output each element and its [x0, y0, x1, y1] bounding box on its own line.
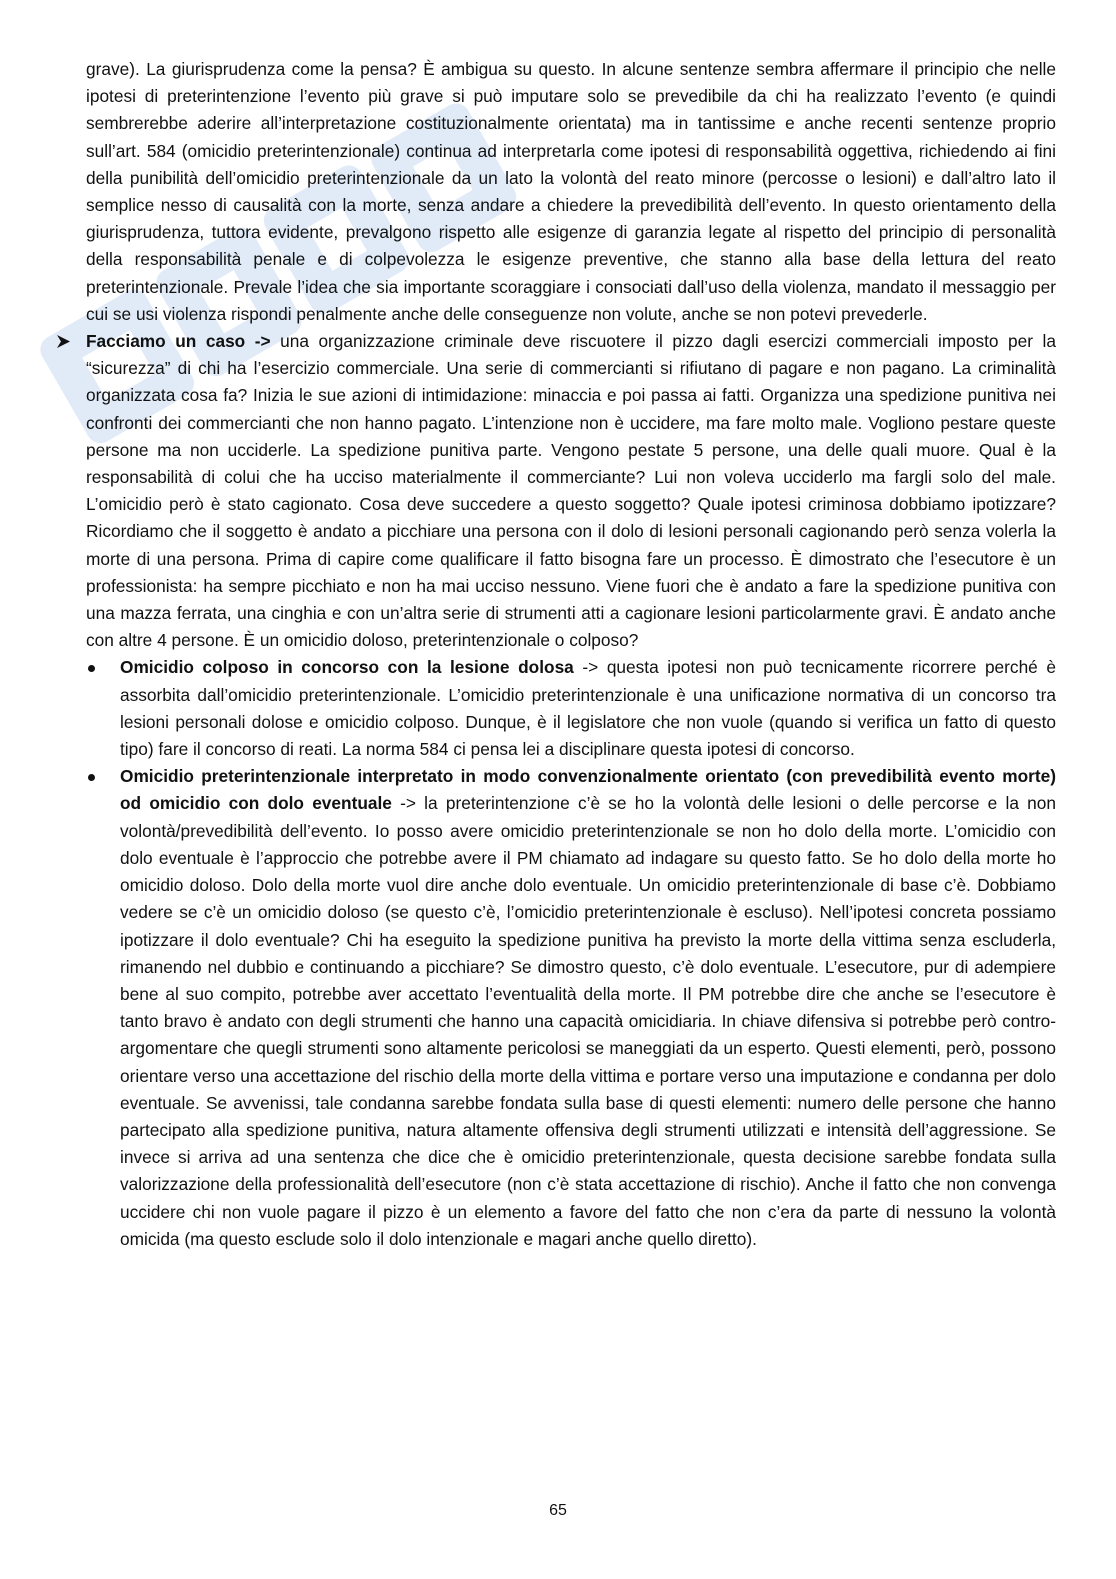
bullet-text: -> la preterintenzione c’è se ho la volontà delle lesioni o delle percorse e la non volontà/prevedibilità dell’evento. Io posso avere omicidio preterintenzionale se non ho dolo della morte. L’omicidio con dolo eventuale è l’approccio che potrebbe avere il PM chiamato ad indagare su questo fatto. Se ho dolo della morte ho omicidio doloso. Dolo della morte vuol dire anche dolo eventuale. Un omicidio preterintenzionale di base c’è. Dobbiamo vedere se c’è un omicidio doloso (se questo c’è, l’omicidio preterintenzionale è escluso). Nell’ipotesi concreta possiamo ipotizzare il dolo eventuale? Chi ha eseguito la spedizione punitiva ha previsto la morte della vittima senza escluderla, rimanendo nel dubbio e continuando a picchiare? Se dimostro questo, c’è dolo eventuale. L’esecutore, pur di adempiere bene al suo compito, potrebbe aver accettato l’eventualità della morte. Il PM potrebbe dire che anche se l’esecutore è tanto bravo è andato con degli strumenti che hanno una capacità omicidiaria. In chiave difensiva si potrebbe però contro-argomentare che quegli strumenti sono altamente pericolosi se maneggiati da un esperto. Questi elementi, però, possono orientare verso una accettazione del rischio della morte della vittima e portare verso una imputazione e condanna per dolo eventuale. Se avvenissi, tale condanna sarebbe fondata sulla base di questi elementi: numero delle persone che hanno partecipato alla spedizione punitiva, natura altamente offensiva degli strumenti utilizzati e intensità dell’aggressione. Se invece si arriva ad una sentenza che dice che è omicidio preterintenzionale, questa decisione sarebbe fondata sulla valorizzazione della professionalità dell’esecutore (non c’è stata accettazione di rischio). Anche il fatto che non convenga uccidere chi non vuole pagare il pizzo è un elemento a favore del fatto che non c’era da parte di nessuno la volontà omicida (ma questo esclude solo il dolo intenzionale e magari anche quello diretto).	[120, 793, 1056, 1249]
bullet-lead: Omicidio colposo in concorso con la lesione dolosa	[120, 657, 574, 678]
list-item	[86, 654, 1056, 763]
case-item	[86, 328, 1056, 654]
case-paragraph	[86, 328, 1056, 654]
bullet-dot-icon	[88, 665, 95, 672]
bullet-dot-icon	[88, 774, 95, 781]
bullet-list	[86, 654, 1056, 1252]
bullet-lead: Omicidio preterintenzionale interpretato in modo convenzionalmente orientato (con prevedibilità evento morte) od omicidio con dolo eventuale	[120, 766, 1056, 814]
document-body	[86, 56, 1056, 1253]
arrow-bullet-icon	[54, 328, 74, 355]
page-number: 65	[549, 1502, 567, 1519]
bullet-text: -> questa ipotesi non può tecnicamente ricorrere perché è assorbita dall’omicidio preterintenzionale. L’omicidio preterintenzionale è una unificazione normativa di un concorso tra lesioni personali dolose e omicidio colposo. Dunque, è il legislatore che non vuole (quando si verifica un fatto di questo tipo) fare il concorso di reati. La norma 584 ci pensa lei a disciplinare questa ipotesi di concorso.	[120, 657, 1056, 760]
case-lead: Facciamo un caso ->	[86, 331, 271, 352]
list-item	[86, 763, 1056, 1253]
case-text: una organizzazione criminale deve riscuotere il pizzo dagli esercizi commerciali imposto per la “sicurezza” di chi ha l’esercizio commerciale. Una serie di commercianti si rifiutano di pagare e non pagano. La criminalità organizzata cosa fa? Inizia le sue azioni di intimidazione: minaccia e poi passa ai fatti. Organizza una spedizione punitiva nei confronti dei commercianti che non hanno pagato. L’intenzione non è uccidere, ma fare molto male. Vogliono pestare queste persone ma non ucciderle. La spedizione punitiva parte. Vengono pestate 5 persone, una delle quali muore. Qual è la responsabilità di colui che ha ucciso materialmente il commerciante? Lui non voleva ucciderlo ma fargli solo del male. L’omicidio però è stato cagionato. Cosa deve succedere a questo soggetto? Quale ipotesi criminosa dobbiamo ipotizzare? Ricordiamo che il soggetto è andato a picchiare una persona con il dolo di lesioni personali cagionando però senza volerla la morte di una persona. Prima di capire come qualificare il fatto bisogna fare un processo. È dimostrato che l’esecutore è un professionista: ha sempre picchiato e non ha mai ucciso nessuno. Viene fuori che è andato a fare la spedizione punitiva con una mazza ferrata, una cinghia e con un’altra serie di strumenti atti a cagionare lesioni particolarmente gravi. È andato anche con altre 4 persone. È un omicidio doloso, preterintenzionale o colposo?	[86, 331, 1056, 651]
paragraph-continuation: grave). La giurisprudenza come la pensa? È ambigua su questo. In alcune sentenze sembra affermare il principio che nelle ipotesi di preterintenzione l’evento più grave si può imputare solo se prevedibile da chi ha realizzato l’evento (e quindi sembrerebbe aderire all’interpretazione costituzionalmente orientata) ma in tantissime e anche recenti sentenze proprio sull’art. 584 (omicidio preterintenzionale) continua ad interpretarla come ipotesi di responsabilità oggettiva, richiedendo ai fini della punibilità dell’omicidio preterintenzionale da un lato la volontà del reato minore (percosse o lesioni) e dall’altro lato il semplice nesso di causalità con la morte, senza andare a chiedere la prevedibilità dell’evento. In questo orientamento della giurisprudenza, tuttora evidente, prevalgono rispetto alle esigenze di garanzia legate al rispetto del principio di personalità della responsabilità penale e di colpevolezza le esigenze preventive, che stanno alla base della lettura del reato preterintenzionale. Prevale l’idea che sia importante scoraggiare i consociati dall’uso della violenza, mandato il messaggio per cui se usi violenza rispondi penalmente anche delle conseguenze non volute, anche se non potevi prevederle.	[86, 59, 1056, 324]
